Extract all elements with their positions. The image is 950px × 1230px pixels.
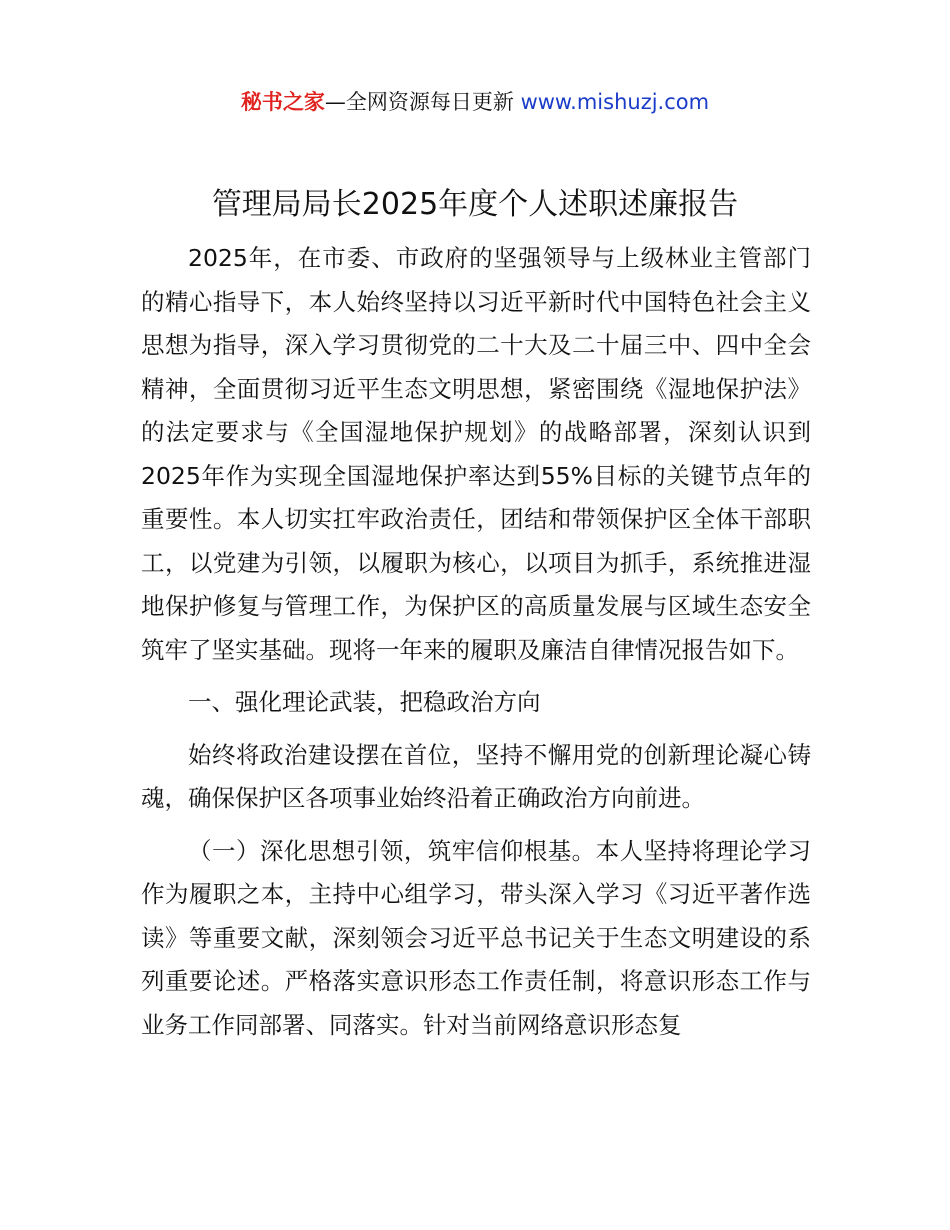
- section-1-paragraph: 始终将政治建设摆在首位，坚持不懈用党的创新理论凝心铸魂，确保保护区各项事业始终沿着正确政治方向前进。: [141, 740, 811, 812]
- subsection-1-paragraph: （一）深化思想引领，筑牢信仰根基。本人坚持将理论学习作为履职之本，主持中心组学习，带头深入学习《习近平著作选读》等重要文献，深刻领会习近平总书记关于生态文明建设的系列重要论述。严格落实意识形态工作责任制，将意识形态工作与业务工作同部署、同落实。针对当前网络意识形态复: [141, 836, 811, 1039]
- header-dash: —: [324, 90, 346, 114]
- site-url-link[interactable]: www.mishuzj.com: [520, 90, 710, 114]
- section-heading-1: 一、强化理论武装，把稳政治方向: [188, 688, 541, 716]
- document-body: [141, 237, 811, 1047]
- intro-paragraph: 2025年，在市委、市政府的坚强领导与上级林业主管部门的精心指导下，本人始终坚持以习近平新时代中国特色社会主义思想为指导，深入学习贯彻党的二十大及二十届三中、四中全会精神，全面贯彻习近平生态文明思想，紧密围绕《湿地保护法》的法定要求与《全国湿地保护规划》的战略部署，深刻认识到2025年作为实现全国湿地保护率达到55%目标的关键节点年的重要性。本人切实扛牢政治责任，团结和带领保护区全体干部职工，以党建为引领，以履职为核心，以项目为抓手，系统推进湿地保护修复与管理工作，为保护区的高质量发展与区域生态安全筑牢了坚实基础。现将一年来的履职及廉洁自律情况报告如下。: [141, 244, 811, 664]
- brand-name: 秘书之家: [240, 90, 325, 114]
- site-header: [0, 86, 950, 118]
- header-tagline: 全网资源每日更新: [345, 90, 514, 114]
- document-title: 管理局局长2025年度个人述职述廉报告: [211, 187, 739, 222]
